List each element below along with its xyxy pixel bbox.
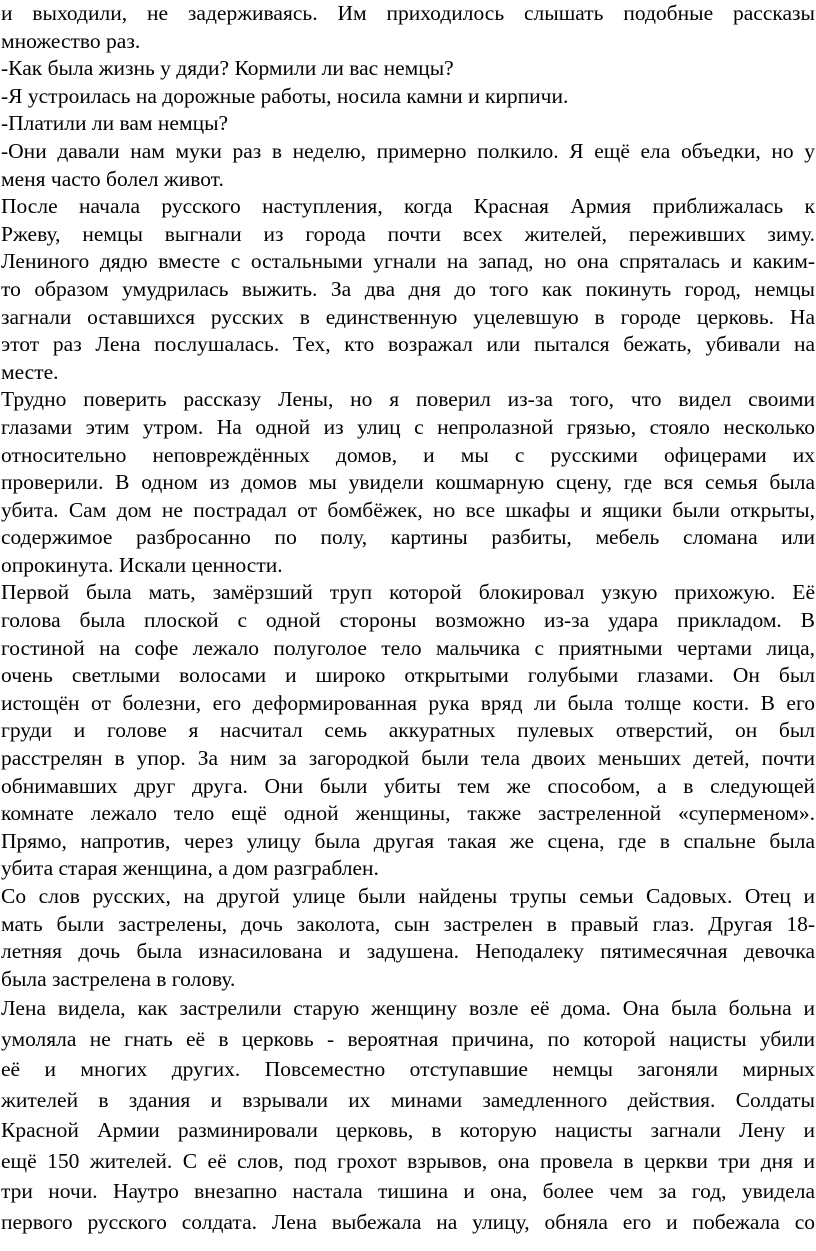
paragraph-a1 — [0, 83, 816, 111]
paragraph-p-offensive — [0, 193, 816, 386]
text-line: относительно неповреждённых домов, и мы с русскими офицерами их — [1, 442, 815, 467]
text-line: месте. — [1, 359, 59, 384]
text-line: Прямо, напротив, через улицу была другая такая же сцена, где в спальне была — [1, 828, 815, 853]
text-line: этот раз Лена послушалась. Тех, кто возражал или пытался бежать, убивали на — [1, 332, 815, 357]
text-line: была застрелена в голову. — [1, 966, 236, 991]
text-line: убита. Сам дом не пострадал от бомбёжек, но все шкафы и ящики были открыты, — [1, 497, 815, 522]
text-line: Лена видела, как застрелили старую женщину возле её дома. Она была больна и — [1, 996, 815, 1021]
text-line: содержимое разбросанно по полу, картины разбиты, мебель сломана или — [1, 525, 815, 550]
text-line: летняя дочь была изнасилована и задушена. Неподалеку пятимесячная девочка — [1, 939, 815, 964]
text-line: умоляла не гнать её в церковь - вероятная причина, по которой нацисты убили — [1, 1026, 815, 1051]
text-line: убита старая женщина, а дом разграблен. — [1, 856, 379, 881]
text-line: расстрелян в упор. За ним за загородкой были тела двоих меньших детей, почти — [1, 746, 815, 771]
text-line: первого русского солдата. Лена выбежала на улицу, обняла его и побежала со — [1, 1209, 815, 1234]
text-line: -Я устроилась на дорожные работы, носила камни и кирпичи. — [1, 83, 569, 108]
text-line: и выходили, не задерживаясь. Им приходилось слышать подобные рассказы — [1, 1, 815, 25]
text-line: голова была плоской с одной стороны возможно из-за удара прикладом. В — [1, 608, 815, 633]
text-line: груди и голове я насчитал семь аккуратных пулевых отверстий, он был — [1, 718, 815, 743]
paragraph-p-mother — [0, 579, 816, 883]
text-line: Красной Армии разминировали церковь, в которую нацисты загнали Лену и — [1, 1118, 815, 1143]
text-line: гостиной на софе лежало полуголое тело мальчика с приятными чертами лица, — [1, 635, 815, 660]
text-line: -Платили ли вам немцы? — [1, 111, 229, 136]
text-line: Первой была мать, замёрзший труп которой блокировал узкую прихожую. Её — [1, 580, 815, 605]
paragraph-a2 — [0, 138, 816, 193]
paragraph-p-believe — [0, 386, 816, 579]
text-line: то образом умудрилась выжить. За два дня до того как покинуть город, немцы — [1, 276, 815, 301]
text-line: глазами этим утром. На одной из улиц с непролазной грязью, стояло несколько — [1, 414, 815, 439]
text-line: загнали оставшихся русских в единственную уцелевшую в городе церковь. На — [1, 304, 815, 329]
paragraph-p-intro — [0, 0, 816, 55]
paragraph-p-sadov — [0, 883, 816, 993]
paragraph-p-church — [0, 993, 816, 1237]
text-line: Лениного дядю вместе с остальными угнали на запад, но она спряталась и каким- — [1, 249, 815, 274]
text-line: мать были застрелены, дочь заколота, сын застрелен в правый глаз. Другая 18- — [1, 911, 815, 936]
paragraph-q1 — [0, 55, 816, 83]
text-line: очень светлыми волосами и широко открытыми голубыми глазами. Он был — [1, 663, 815, 688]
text-line: комнате лежало тело ещё одной женщины, также застреленной «суперменом». — [1, 801, 815, 826]
text-line: опрокинута. Искали ценности. — [1, 552, 283, 577]
text-line: три ночи. Наутро внезапно настала тишина и она, более чем за год, увидела — [1, 1179, 815, 1204]
text-line: Со слов русских, на другой улице были найдены трупы семьи Садовых. Отец и — [1, 884, 815, 908]
text-line: -Как была жизнь у дяди? Кормили ли вас немцы? — [1, 56, 454, 81]
text-line: Ржеву, немцы выгнали из города почти всех жителей, переживших зиму. — [1, 221, 815, 246]
paragraph-q2 — [0, 110, 816, 138]
text-line: меня часто болел живот. — [1, 166, 224, 191]
text-line: После начала русского наступления, когда Красная Армия приближалась к — [1, 194, 815, 219]
text-line: обнимавших друг друга. Они были убиты тем же способом, а в следующей — [1, 773, 815, 798]
text-line: истощён от болезни, его деформированная рука вряд ли была толще кости. В его — [1, 690, 815, 715]
text-line: ещё 150 жителей. С её слов, под грохот взрывов, она провела в церкви три дня и — [1, 1148, 815, 1173]
text-line: Трудно поверить рассказу Лены, но я поверил из-за того, что видел своими — [1, 387, 815, 412]
text-line: её и многих других. Повсеместно отступавшие немцы загоняли мирных — [1, 1057, 815, 1082]
text-line: проверили. В одном из домов мы увидели кошмарную сцену, где вся семья была — [1, 470, 815, 495]
text-line: жителей в здания и взрывали их минами замедленного действия. Солдаты — [1, 1087, 815, 1112]
text-line: множество раз. — [1, 28, 141, 53]
text-line: -Они давали нам муки раз в неделю, примерно полкило. Я ещё ела объедки, но у — [1, 138, 815, 163]
